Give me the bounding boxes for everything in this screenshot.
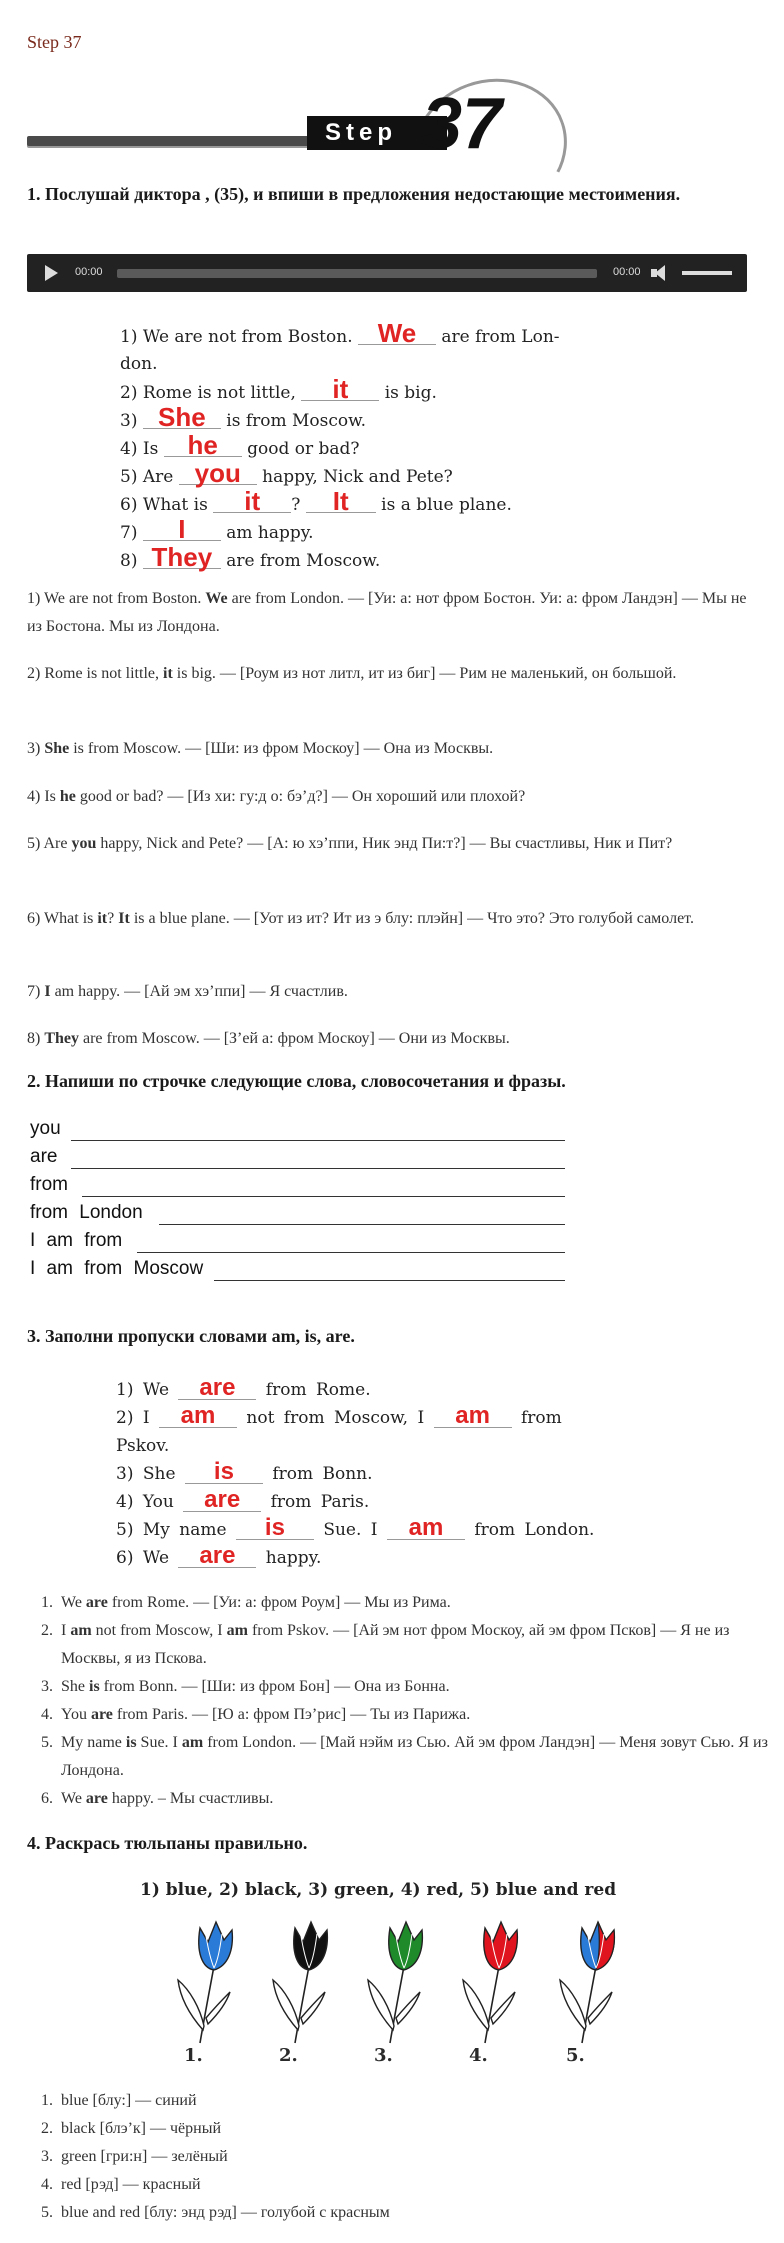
exercise-line: 7) I am happy. [120,514,314,544]
translation-line: 8) They are from Moscow. — [З’ей а: фром Москоу] — Они из Москвы. [27,1030,510,1047]
exercise-line-continuation: Pskov. [116,1436,170,1456]
vocab-item: 3. green [гри:н] — зелёный [57,2143,777,2171]
exercise-line: 6) What is it ? It is a blue plane. [120,486,512,516]
exercise-line: 3) She is from Bonn. [116,1458,373,1485]
answer-blank[interactable]: They [143,546,221,569]
task4-heading: 4. Раскрась тюльпаны правильно. [27,1833,308,1853]
vocab-item: 2. black [блэ’к] — чёрный [57,2115,777,2143]
audio-progress-rail[interactable] [117,269,597,278]
exercise-line: 1) We are not from Boston. We are from Lon- [120,318,560,348]
tulip-stem [295,1966,309,2043]
tulip-leaf [396,1992,420,2024]
answer-blank[interactable]: I [143,518,221,541]
pronoun-bold: She [44,740,70,757]
writing-line[interactable] [159,1224,565,1225]
task3-heading: 3. Заполни пропуски словами am, is, are. [27,1326,355,1346]
vocab-item: 1. blue [блу:] — синий [57,2087,777,2115]
writing-line[interactable] [82,1196,565,1197]
tulip-leaf [560,1980,586,2030]
exercise-line: 5) My name is Sue. I am from London. [116,1514,595,1541]
answer-blank[interactable]: She [143,406,221,429]
exercise-line: 8) They are from Moscow. [120,542,381,572]
translation-item: 2. I am not from Moscow, I am from Pskov. — [Ай эм нот фром Москоу, ай эм фром Псков] — Я не из Москвы, я из Пскова. [57,1617,777,1673]
tulip-leaf [463,1980,489,2030]
answer-blank[interactable]: he [164,434,242,457]
verb-bold: am [226,1622,248,1639]
audio-player [27,254,747,292]
answer-blank[interactable]: is [236,1517,314,1540]
tulip-stem [390,1966,404,2043]
banner-label: Step [307,116,447,150]
exercise-line: 3) She is from Moscow. [120,402,367,432]
verb-bold: are [90,1706,113,1723]
translation-item: 6. We are happy. – Мы счастливы. [57,1785,777,1813]
translation-line: 5) Are you happy, Nick and Pete? — [А: ю хэ’ппи, Ник энд Пи:т?] — Вы счастливы, Ник и Пит? [27,835,673,852]
translation-line: 7) I am happy. — [Ай эм хэ’ппи] — Я счастлив. [27,983,348,1000]
tulip-number: 5. [566,2045,585,2066]
vocab-item: 5. blue and red [блу: энд рэд] — голубой с красным [57,2199,777,2227]
tulip-4-icon [455,1918,535,2048]
writing-word: from [30,1174,68,1195]
translation-line: 3) She is from Moscow. — [Ши: из фром Москоу] — Она из Москвы. [27,740,494,757]
tulip-number: 4. [469,2045,488,2066]
tulip-1-icon [170,1918,250,2048]
tulip-leaf [273,1980,299,2030]
task3-translations [27,1589,777,1813]
translation-line: 4) Is he good or bad? — [Из хи: гу:д о: бэ’д?] — Он хороший или плохой? [27,788,526,805]
answer-blank[interactable]: are [183,1489,261,1512]
volume-slider[interactable] [682,271,732,275]
tulip-5-icon [552,1918,632,2048]
audio-duration: 00:00 [613,266,641,278]
color-vocabulary [27,2087,777,2227]
tulip-stem [582,1966,596,2043]
answer-blank[interactable]: are [178,1377,256,1400]
exercise-line: 4) Is he good or bad? [120,430,360,460]
vocab-item: 4. red [рэд] — красный [57,2171,777,2199]
writing-line[interactable] [214,1280,565,1281]
writing-line[interactable] [71,1168,565,1169]
translation-line: 1) We are not from Boston. We are from London. — [Уи: а: нот фром Бостон. Уи: а: фром Ландэн] — Мы не из Бостона. Мы из Лондона. [27,590,747,635]
writing-word: you [30,1118,61,1139]
writing-line[interactable] [71,1140,565,1141]
verb-bold: is [89,1678,100,1695]
tulip-number: 1. [184,2045,203,2066]
tulip-flower-second-color [596,1922,614,1970]
exercise-line: 6) We are happy. [116,1542,322,1569]
tulip-leaf [301,1992,325,2024]
verb-bold: am [70,1622,92,1639]
verb-bold: are [85,1790,108,1807]
exercise-line: 4) You are from Paris. [116,1486,370,1513]
tulip [360,1918,450,2063]
pronoun-bold: it [97,910,108,927]
translation-item: 5. My name is Sue. I am from London. — [Май нэйм из Сью. Ай эм фром Ландэн] — Меня зовут Сью. Я из Лондона. [57,1729,777,1785]
translation-line: 6) What is it? It is a blue plane. — [Уот из ит? Ит из э блу: плэйн] — Что это? Это голубой самолет. [27,910,694,927]
answer-blank[interactable]: it [301,378,379,401]
tulip-leaf [588,1992,612,2024]
writing-word: are [30,1146,58,1167]
exercise-line: 1) We are from Rome. [116,1374,371,1401]
answer-blank[interactable]: It [306,490,376,513]
pronoun-bold: They [44,1030,79,1047]
answer-blank[interactable]: you [179,462,257,485]
translation-item: 3. She is from Bonn. — [Ши: из фром Бон] — Она из Бонна. [57,1673,777,1701]
answer-blank[interactable]: am [387,1517,465,1540]
tulip-leaf [368,1980,394,2030]
tulip-number: 2. [279,2045,298,2066]
tulip [455,1918,545,2063]
pronoun-bold: you [71,835,97,852]
verb-bold: is [125,1734,137,1751]
verb-bold: are [85,1594,108,1611]
banner-number: 37 [422,84,503,164]
tulip-3-icon [360,1918,440,2048]
pronoun-bold: It [118,910,130,927]
tulip-stem [485,1966,499,2043]
pronoun-bold: it [163,665,173,682]
play-icon[interactable] [45,265,58,281]
tulip-leaf [178,1980,204,2030]
exercise-line: 2) I am not from Moscow, I am from [116,1402,562,1429]
exercise-line: 5) Are you happy, Nick and Pete? [120,458,453,488]
writing-word: from London [30,1202,143,1223]
verb-bold: am [181,1734,204,1751]
pronoun-bold: We [205,590,228,607]
tulip-2-icon [265,1918,345,2048]
pronoun-bold: he [59,788,76,805]
exercise-line-continuation: don. [120,354,158,374]
volume-icon[interactable] [655,265,665,281]
breadcrumb[interactable]: Step 37 [27,32,82,52]
pronoun-bold: I [44,983,51,1000]
answer-blank[interactable]: am [159,1405,237,1428]
tulip [552,1918,642,2063]
writing-line[interactable] [137,1252,565,1253]
tulip [265,1918,355,2063]
tulip-leaf [491,1992,515,2024]
tulip-number: 3. [374,2045,393,2066]
writing-word: I am from [30,1230,123,1251]
writing-word: I am from Moscow [30,1258,204,1279]
exercise-line: 2) Rome is not little, it is big. [120,374,437,404]
answer-blank[interactable]: We [358,322,436,345]
audio-current-time: 00:00 [75,266,103,278]
translation-item: 4. You are from Paris. — [Ю а: фром Пэ’рис] — Ты из Парижа. [57,1701,777,1729]
answer-blank[interactable]: is [185,1461,263,1484]
tulip-caption: 1) blue, 2) black, 3) green, 4) red, 5) blue and red [140,1880,617,1900]
translation-item: 1. We are from Rome. — [Уи: а: фром Роум] — Мы из Рима. [57,1589,777,1617]
answer-blank[interactable]: it [213,490,291,513]
tulip [170,1918,260,2063]
translation-line: 2) Rome is not little, it is big. — [Роум из нот литл, ит из биг] — Рим не маленький, он большой. [27,665,677,682]
task1-heading: 1. Послушай диктора , (35), и впиши в предложения недостающие местоимения. [27,184,681,204]
task2-heading: 2. Напиши по строчке следующие слова, словосочетания и фразы. [27,1071,566,1091]
step-banner [27,70,567,164]
tulip-leaf [206,1992,230,2024]
answer-blank[interactable]: am [434,1405,512,1428]
tulip-stem [200,1966,214,2043]
answer-blank[interactable]: are [178,1545,256,1568]
